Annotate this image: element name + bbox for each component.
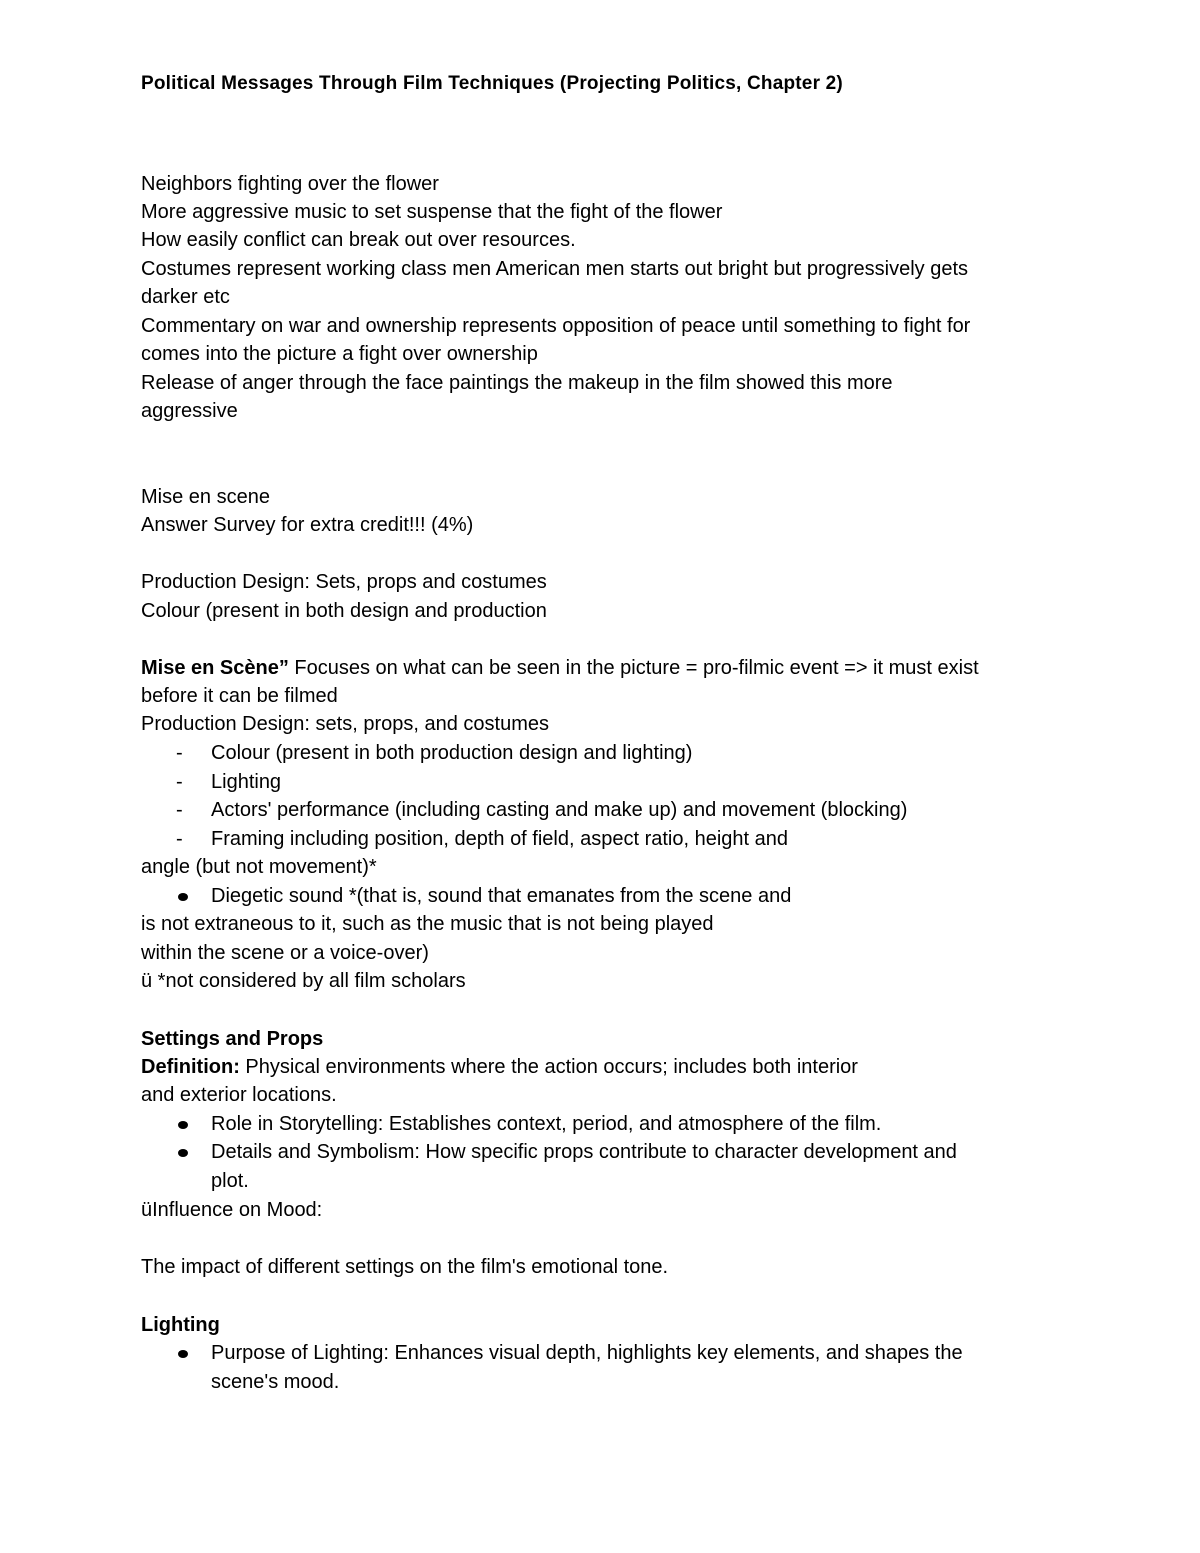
document-title: Political Messages Through Film Techniques (Projecting Politics, Chapter 2) [141,73,843,94]
note-line: More aggressive music to set suspense that the fight of the flower [141,201,723,223]
dash-marker: - [176,828,183,850]
note-line: Release of anger through the face paintings the makeup in the film showed this more [141,372,893,394]
mise-line: before it can be filmed [141,685,338,707]
bullet-icon [178,1350,188,1358]
mise-en-scene-text: Focuses on what can be seen in the picture = pro-filmic event => it must exist [288,657,979,679]
bullet-item: Role in Storytelling: Establishes context, period, and atmosphere of the film. [211,1113,882,1135]
mise-line: ü *not considered by all film scholars [141,970,466,992]
lighting-heading: Lighting [141,1314,220,1336]
bullet-item-cont: plot. [211,1170,249,1192]
dash-item: Framing including position, depth of field, aspect ratio, height and [211,828,789,850]
definition-label: Definition: [141,1056,240,1078]
note-line: Commentary on war and ownership represents opposition of peace until something to fight for [141,315,971,337]
dash-item: Colour (present in both production design and lighting) [211,742,693,764]
definition-text: Physical environments where the action occurs; includes both interior [239,1056,858,1078]
production-design-line: Production Design: Sets, props and costumes [141,571,547,593]
mise-line: is not extraneous to it, such as the music that is not being played [141,913,714,935]
mise-line: angle (but not movement)* [141,856,377,878]
bullet-icon [178,1121,188,1129]
dash-marker: - [176,742,183,764]
settings-heading: Settings and Props [141,1028,324,1050]
note-line: Neighbors fighting over the flower [141,173,439,195]
settings-line: and exterior locations. [141,1084,337,1106]
bullet-item-cont: scene's mood. [211,1371,340,1393]
note-line: aggressive [141,400,238,422]
survey-line: Answer Survey for extra credit!!! (4%) [141,514,474,536]
settings-definition [141,1055,858,1079]
note-line: Costumes represent working class men American men starts out bright but progressively gets [141,258,969,280]
mise-line: within the scene or a voice-over) [141,942,429,964]
colour-line: Colour (present in both design and production [141,600,547,622]
mise-en-scene-heading: Mise en Scène” [141,657,289,679]
dash-marker: - [176,799,183,821]
bullet-item: Purpose of Lighting: Enhances visual depth, highlights key elements, and shapes the [211,1342,963,1364]
bullet-icon [178,893,188,901]
dash-marker: - [176,771,183,793]
mise-line: Production Design: sets, props, and costumes [141,713,549,735]
bullet-item: Diegetic sound *(that is, sound that emanates from the scene and [211,885,792,907]
note-line: darker etc [141,286,230,308]
bullet-item: Details and Symbolism: How specific props contribute to character development and [211,1141,957,1163]
mise-en-scene-line: Mise en scene [141,486,270,508]
impact-line: The impact of different settings on the film's emotional tone. [141,1256,669,1278]
mise-en-scene-definition [141,656,979,680]
dash-item: Actors' performance (including casting and make up) and movement (blocking) [211,799,908,821]
dash-item: Lighting [211,771,282,793]
bullet-icon [178,1149,188,1157]
note-line: How easily conflict can break out over resources. [141,229,576,251]
note-line: comes into the picture a fight over ownership [141,343,538,365]
influence-line: üInfluence on Mood: [141,1199,323,1221]
